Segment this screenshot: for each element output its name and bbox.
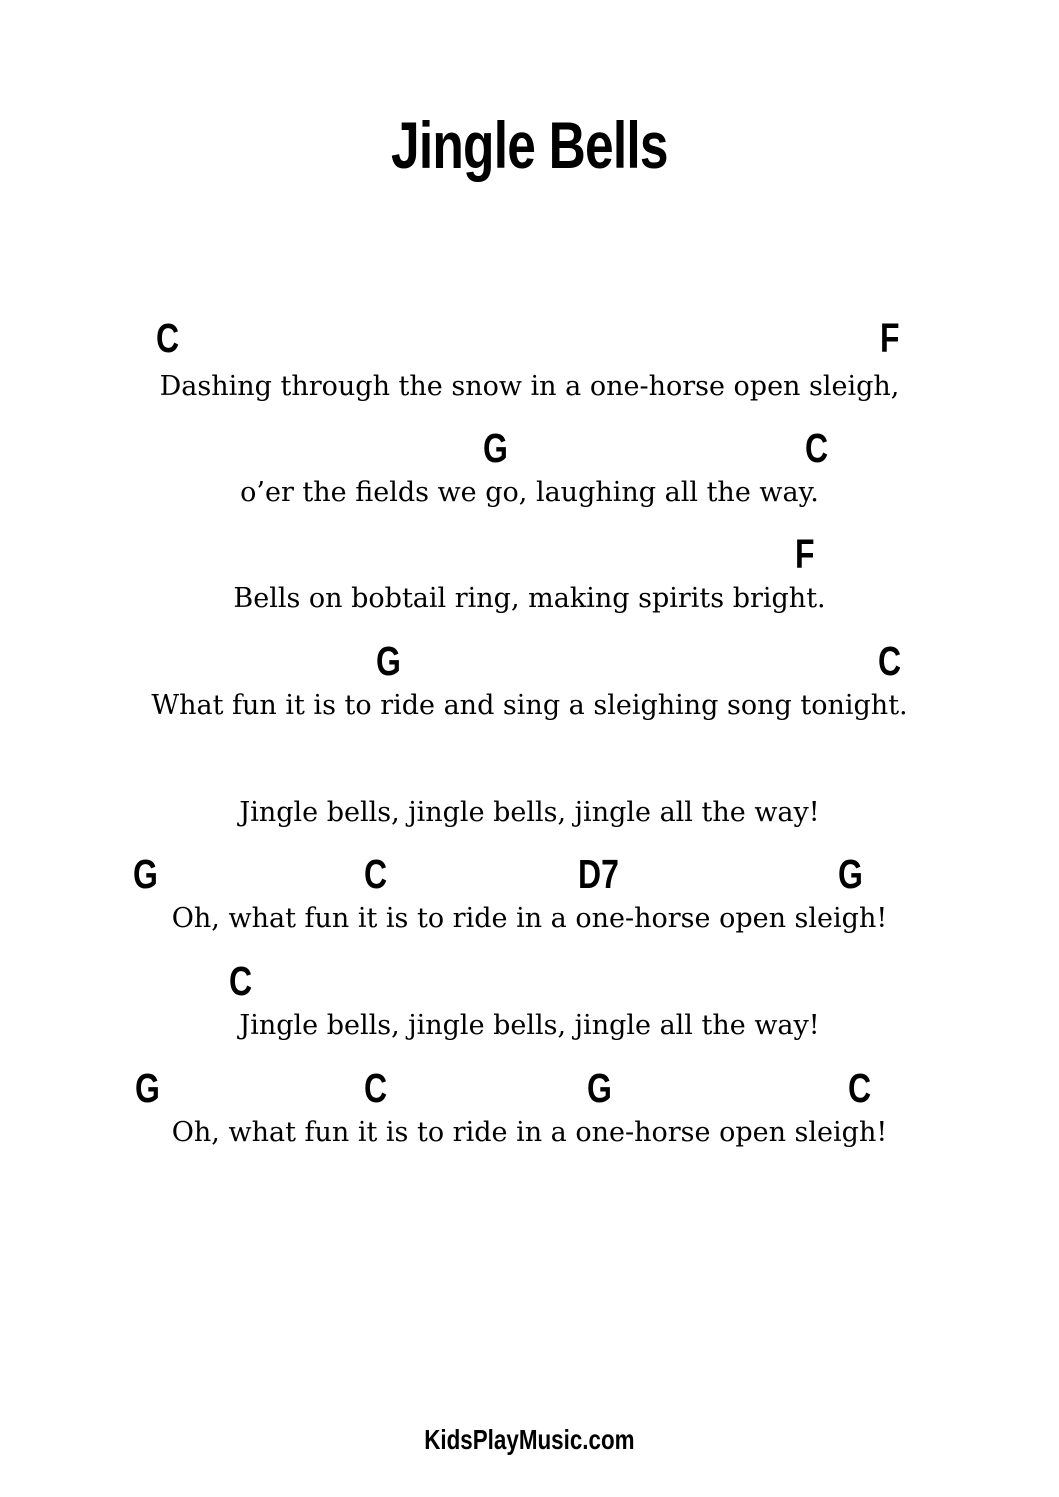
chord: F bbox=[795, 531, 815, 577]
lyric-line: Oh, what fun it is to ride in a one-horse open sleigh! bbox=[171, 1117, 888, 1148]
chord: C bbox=[805, 425, 829, 471]
lyric-line: o’er the fields we go, laughing all the way. bbox=[240, 477, 819, 508]
chord: G bbox=[133, 851, 158, 897]
chord: C bbox=[364, 851, 388, 897]
chord: G bbox=[483, 425, 508, 471]
chord: C bbox=[364, 1065, 388, 1111]
chord: C bbox=[848, 1065, 872, 1111]
chord: C bbox=[229, 958, 253, 1004]
chord: G bbox=[838, 851, 863, 897]
lyric-line: Jingle bells, jingle bells, jingle all the way! bbox=[239, 797, 820, 828]
chord: G bbox=[135, 1065, 160, 1111]
chord: F bbox=[880, 315, 900, 361]
chord: D7 bbox=[578, 851, 619, 897]
lyric-line: Bells on bobtail ring, making spirits bright. bbox=[233, 583, 826, 614]
chord: C bbox=[156, 315, 180, 361]
chord: G bbox=[587, 1065, 612, 1111]
lyric-line: Dashing through the snow in a one-horse open sleigh, bbox=[159, 371, 900, 402]
chord: C bbox=[878, 638, 902, 684]
song-title: Jingle Bells bbox=[391, 108, 668, 182]
lyric-line: Oh, what fun it is to ride in a one-horse open sleigh! bbox=[171, 903, 888, 934]
chord: G bbox=[376, 638, 401, 684]
lyric-line: Jingle bells, jingle bells, jingle all the way! bbox=[239, 1010, 820, 1041]
lyric-line: What fun it is to ride and sing a sleighing song tonight. bbox=[151, 690, 908, 721]
footer-site-name: KidsPlayMusic.com bbox=[424, 1424, 635, 1455]
